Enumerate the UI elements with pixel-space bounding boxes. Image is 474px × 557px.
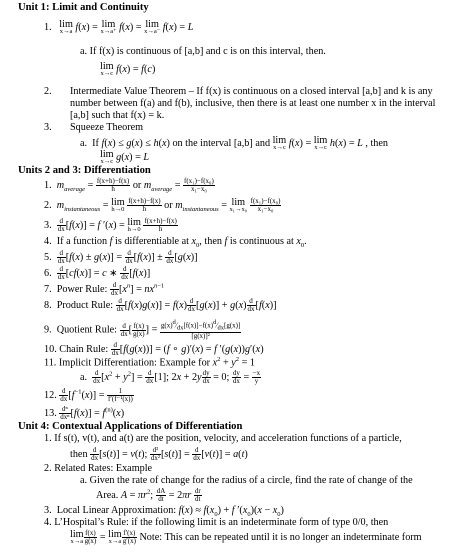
unit23-item11a: a. $\frac{d}{dx}$ $[x^2 + y^2]$ = $\frac{d}{dx}$ [1]; 2x + 2y $\frac{dy}{dx}$ = 0; $\frac{dy}{dx}$ = $\frac{-x}{y}$ xyxy=(80,369,261,385)
unit1-item2-line1: Intermediate Value Theorem – If f(x) is continuous on a closed interval [a,b] and k is any xyxy=(70,86,433,97)
unit1-item3: Squeeze Theorem xyxy=(70,122,144,133)
unit4-item3: 3. Local Linear Approximation: $f(x) \approx f(x_0) + f$ $'(x_0)(x - x_0)$ xyxy=(44,505,284,519)
unit23-item4: 4. If a function f is differentiable at $x_0$, then f is continuous at $x_0$. xyxy=(44,236,307,250)
unit4-heading: Unit 4: Contextual Applications of Differentiation xyxy=(18,421,243,432)
unit4-item4-formula: lim x→a $\frac{f(x)}{g(x)}$ = lim x→a $\frac{f'(x)}{g'(x)}$ Note: This can be repeated until it is no longer an indeterminate form xyxy=(70,529,422,546)
unit23-item3: 3. $\frac{d}{dx}$ [f(x)] = f ′(x) = lim h→0 $\frac{f(x+h)-f(x)}{h}$ xyxy=(44,217,177,234)
unit1-item1a: a. If f(x) is continuous of [a,b] and c is on this interval, then. xyxy=(80,46,326,57)
unit23-item9: 9. Quotient Rule: $\frac{d}{dx}$ [ $\frac{f(x)}{g(x)}$ ] = $\frac{g(x)^d⁄_{dx}[f(x)]-f(x)^d⁄_{dx}[g(x)]}{\text{[g(x)]²}}$ xyxy=(44,319,241,341)
unit23-item8: 8. Product Rule: $\frac{d}{dx}$ [f(x)g(x)] = f(x) $\frac{d}{dx}$ [g(x)] + g(x) $\frac{d}{dx}$ [f(x)] xyxy=(44,297,277,313)
unit4-item1-line2: then $\frac{d}{dx}$ [s(t)] = v(t); $\frac{\text{d²}}{\text{dx²}}$ [s(t)] = $\frac{d}{dx}$ [v(t)] = a(t) xyxy=(70,446,248,462)
unit1-item3a: a. If f(x) ≤ g(x) ≤ h(x) on the interval [a,b] and lim x→c f(x) = lim x→c h(x) = L , then xyxy=(80,135,389,152)
unit1-item2-line2: number between f(a) and f(b), inclusive, then there is at least one number x in the interval xyxy=(70,98,436,109)
unit23-item5: 5. $\frac{d}{dx}$ [f(x) ± g(x)] = $\frac{d}{dx}$ [f(x)] ± $\frac{d}{dx}$ [g(x)] xyxy=(44,249,198,265)
unit1-item1a-limit: lim x→c f(x) = f(c) xyxy=(100,61,156,78)
unit23-item1: 1. $m_{average}$ = $\frac{f(x+h)-f(x)}{h}$ or $m_{average}$ = $\frac{\text{f(x₁)−f(x₀)}}{\text{x₁−x₀}}$ xyxy=(44,177,214,193)
unit23-item13: 13. $\frac{\text{dⁿ}}{\text{dxⁿ}}$ $[f(x)] = f^{(n)}(x)$ xyxy=(44,405,125,421)
unit1-item1: 1. lim x→a f(x) = lim x→a⁺ f(x) = lim x→a⁻ f(x) = L xyxy=(44,19,194,36)
unit4-item2a-line1: a. Given the rate of change for the radius of a circle, find the rate of change of the xyxy=(80,475,413,486)
unit23-item2: 2. $m_{instantaneous} = \lim$ h→0 $\frac{f(x+h)-f(x)}{h}$ or $m_{instantaneous} = \lim$ x₁→x₀ $\frac{\text{f(x₁)−f(x₀)}}{\text{x₁−x₀}}$ xyxy=(44,197,281,214)
unit4-item4: 4. L’Hospital’s Rule: if the following limit is an indeterminate form of type 0/0, then xyxy=(44,517,389,528)
unit23-item12: 12. $\frac{d}{dx}$ $[f^{-1}(x)]$ = $\frac{1}{\text{f′(f⁻¹(x))}}$ xyxy=(44,387,133,403)
unit1-item3a-limit: lim x→c g(x) = L xyxy=(100,149,150,166)
unit4-item2a-line2: Area. $A = \pi r^2$; $\frac{dA}{dt}$ = 2πr $\frac{dr}{dt}$ xyxy=(96,487,201,503)
unit23-item11: 11. Implicit Differentiation: Example for $x^2 + y^2 = 1$ xyxy=(44,356,255,369)
unit1-item3-num: 3. xyxy=(44,122,52,133)
unit23-item7: 7. Power Rule: $\frac{d}{dx}$ $[x^n] = nx^{n-1}$ xyxy=(44,281,165,297)
unit4-item1-line1: 1. If s(t), v(t), and a(t) are the position, velocity, and acceleration functions of a particle, xyxy=(44,433,402,444)
unit23-item10: 10. Chain Rule: $\frac{d}{dx}$ [f(g(x))] = (f ∘ g)′(x) = f ′(g(x))g′(x) xyxy=(44,341,264,357)
unit1-item2-num: 2. xyxy=(44,86,52,97)
unit4-item2: 2. Related Rates: Example xyxy=(44,463,153,474)
unit23-heading: Units 2 and 3: Differentiation xyxy=(18,165,151,176)
unit1-item2-line3: [a,b] such that f(x) = k. xyxy=(70,110,165,121)
unit23-item6: 6. $\frac{d}{dx}$ [cf(x)] = c ∗ $\frac{d}{dx}$ [f(x)] xyxy=(44,265,151,281)
unit1-heading: Unit 1: Limit and Continuity xyxy=(18,2,149,13)
